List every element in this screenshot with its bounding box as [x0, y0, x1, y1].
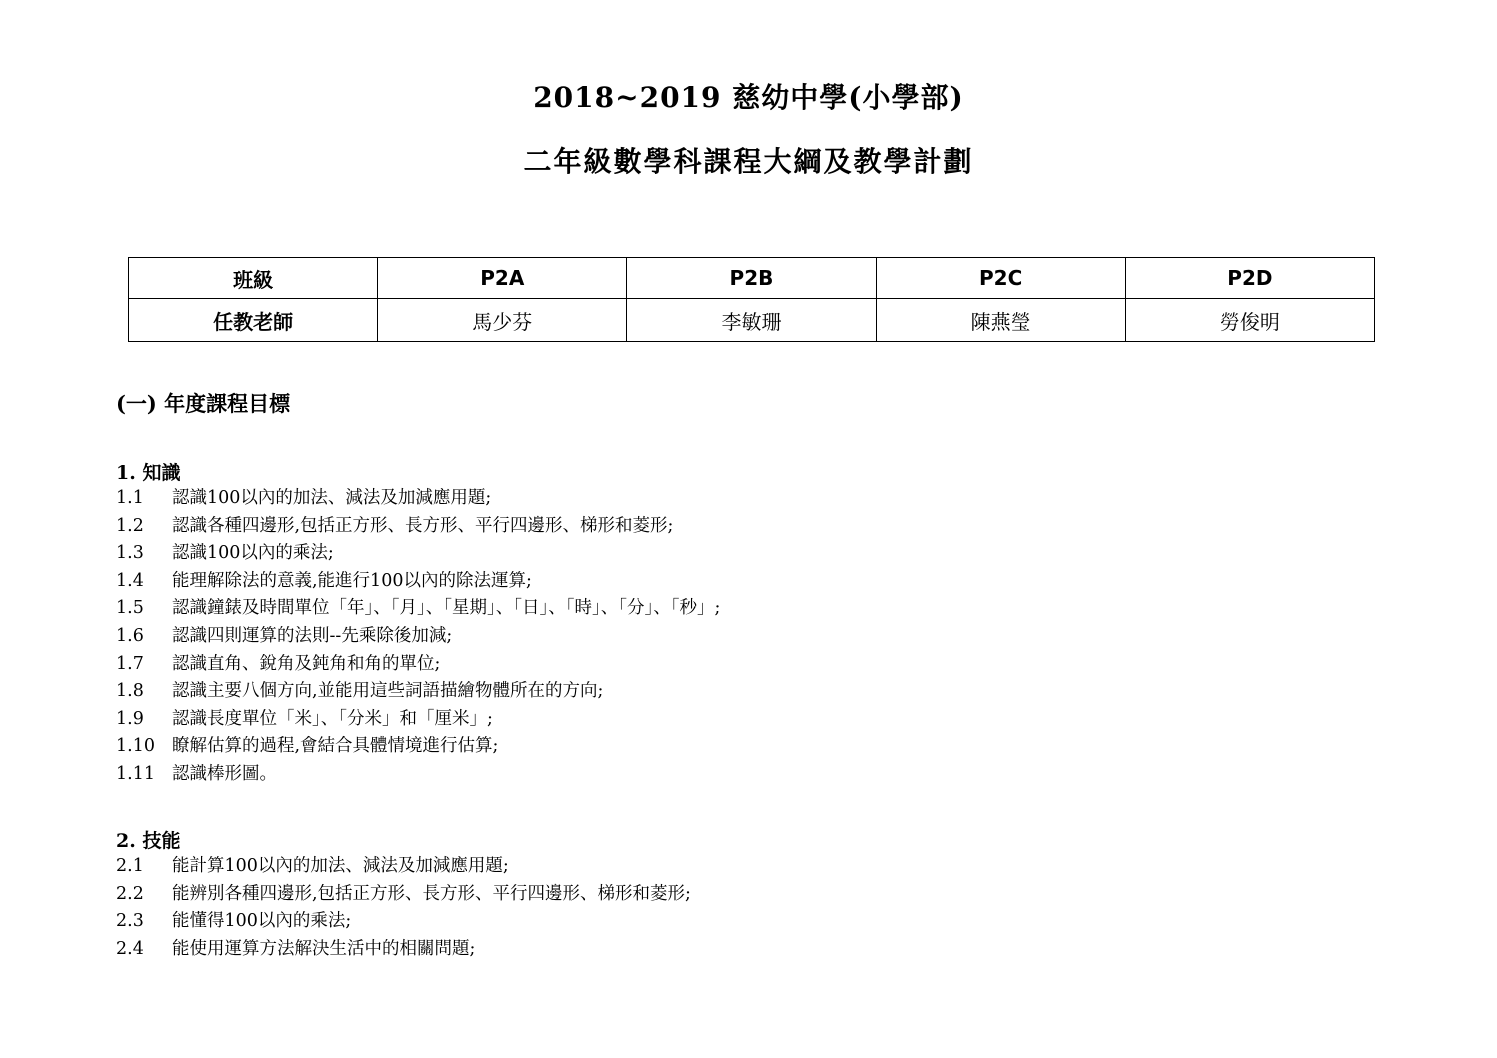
item-number: 2.4 — [116, 938, 144, 959]
section-title-goals: (一) 年度課程目標 — [116, 391, 291, 416]
item-text: 認識四則運算的法則--先乘除後加減; — [172, 625, 453, 646]
class-cell: P2C — [876, 258, 1125, 299]
list-item — [116, 908, 691, 936]
document-title: 2018~2019 慈幼中學(小學部) — [533, 81, 964, 114]
list-item — [116, 733, 720, 761]
list-item — [116, 853, 691, 881]
skills-list — [116, 853, 691, 963]
item-number: 2.1 — [116, 856, 144, 876]
teacher-cell: 勞俊明 — [1125, 299, 1374, 342]
list-item — [116, 513, 720, 541]
table-teacher-row — [129, 299, 1375, 342]
item-text: 認識100以內的加法、減法及加減應用題; — [172, 488, 492, 508]
item-number: 1.3 — [116, 543, 144, 564]
list-item — [116, 881, 691, 909]
class-cell: P2A — [378, 258, 627, 299]
item-text: 認識主要八個方向,並能用這些詞語描繪物體所在的方向; — [172, 681, 604, 702]
list-item — [116, 540, 720, 568]
list-item — [116, 568, 720, 596]
list-item — [116, 595, 720, 623]
item-number: 1.11 — [116, 763, 155, 784]
item-text: 能辨別各種四邊形,包括正方形、長方形、平行四邊形、梯形和菱形; — [172, 883, 691, 904]
list-item — [116, 485, 720, 513]
item-number: 1.10 — [116, 736, 155, 757]
table-header-row — [129, 258, 1375, 299]
item-text: 瞭解估算的過程,會結合具體情境進行估算; — [172, 736, 499, 757]
item-number: 1.4 — [116, 570, 144, 591]
item-number: 1.2 — [116, 515, 144, 536]
class-label-cell: 班級 — [129, 258, 378, 299]
item-number: 1.9 — [116, 708, 144, 729]
item-number: 2.2 — [116, 883, 144, 904]
list-item — [116, 706, 720, 734]
item-text: 能使用運算方法解決生活中的相關問題; — [172, 938, 476, 959]
document-subtitle: 二年級數學科課程大綱及教學計劃 — [523, 145, 974, 178]
item-text: 能計算100以內的加法、減法及加減應用題; — [172, 856, 509, 876]
item-text: 認識棒形圖。 — [172, 763, 277, 784]
teacher-cell: 馬少芬 — [378, 299, 627, 342]
item-text: 認識直角、銳角及鈍角和角的單位; — [172, 653, 441, 674]
list-item — [116, 678, 720, 706]
item-text: 能懂得100以內的乘法; — [172, 911, 352, 932]
item-text: 認識各種四邊形,包括正方形、長方形、平行四邊形、梯形和菱形; — [172, 515, 674, 536]
teacher-cell: 陳燕瑩 — [876, 299, 1125, 342]
class-cell: P2B — [627, 258, 876, 299]
list-item — [116, 651, 720, 679]
item-number: 1.1 — [116, 488, 144, 508]
item-number: 1.7 — [116, 653, 144, 674]
item-text: 認識100以內的乘法; — [172, 543, 334, 564]
knowledge-heading: 1. 知識 — [116, 462, 181, 484]
list-item — [116, 936, 691, 964]
class-cell: P2D — [1125, 258, 1374, 299]
item-text: 認識鐘錶及時間單位「年」、「月」、「星期」、「日」、「時」、「分」、「秒」; — [172, 598, 721, 619]
item-number: 1.5 — [116, 598, 144, 619]
teacher-cell: 李敏珊 — [627, 299, 876, 342]
skills-heading: 2. 技能 — [116, 830, 181, 852]
item-number: 1.6 — [116, 625, 144, 646]
item-number: 2.3 — [116, 911, 144, 932]
item-text: 認識長度單位「米」、「分米」和「厘米」; — [172, 708, 493, 729]
class-teacher-table — [128, 257, 1375, 342]
item-text: 能理解除法的意義,能進行100以內的除法運算; — [172, 570, 532, 591]
knowledge-list — [116, 485, 720, 789]
list-item — [116, 623, 720, 651]
item-number: 1.8 — [116, 681, 144, 702]
teacher-label-cell: 任教老師 — [129, 299, 378, 342]
list-item — [116, 761, 720, 789]
